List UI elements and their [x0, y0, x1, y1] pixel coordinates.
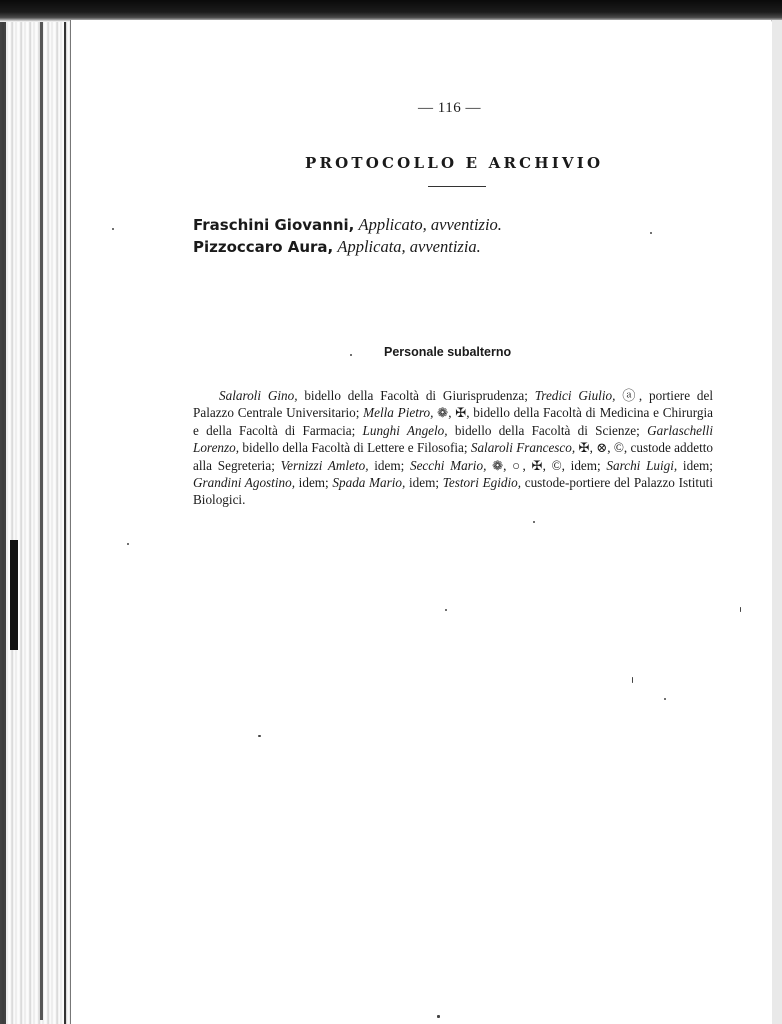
person-name: Grandini Agostino,	[193, 475, 295, 491]
person-name: Secchi Mario,	[409, 457, 487, 473]
staff-entry	[193, 214, 713, 236]
staff-role: Applicata, avventizia.	[337, 237, 481, 256]
role-text: idem;	[368, 457, 410, 473]
role-text: idem;	[405, 475, 443, 491]
staff-role: Applicato, avventizio.	[358, 215, 502, 234]
book-binding	[0, 0, 72, 1024]
page-right-edge	[772, 20, 782, 1024]
role-text: ❁, ○, ✠, ©, idem;	[486, 457, 607, 473]
title-divider	[428, 186, 486, 187]
section-title: PROTOCOLLO E ARCHIVIO	[305, 154, 604, 172]
speck	[445, 609, 447, 611]
person-name: Testori Egidio,	[442, 475, 522, 491]
binding-line	[40, 20, 43, 1020]
speck	[112, 228, 114, 230]
person-name: Sarchi Luigi,	[606, 457, 678, 473]
person-name: Salaroli Francesco,	[470, 440, 576, 456]
role-text: bidello della Facoltà di Scienze;	[447, 422, 648, 438]
subsection-heading: Personale subalterno	[384, 345, 512, 359]
page-number: — 116 —	[418, 100, 481, 116]
speck	[632, 677, 633, 683]
speck	[437, 1015, 440, 1018]
role-text: bidello della Facoltà di Giurisprudenza;	[297, 388, 535, 403]
binding-shadow	[0, 0, 6, 1024]
person-name: Garlaschelli Lorenzo,	[193, 422, 714, 456]
speck	[127, 543, 129, 545]
role-text: ❁, ✠, bidello della Facoltà di Medicina e Chirurgia e della Facoltà di Farmacia;	[193, 405, 714, 438]
person-name: Tredici Giulio,	[534, 388, 616, 403]
speck	[533, 521, 535, 523]
person-name: Lunghi Angelo,	[362, 422, 448, 438]
staff-list	[193, 214, 713, 258]
role-text: idem;	[295, 475, 333, 491]
person-name: Spada Mario,	[332, 475, 406, 491]
speck	[664, 698, 666, 700]
role-text: ✠, ⊗, ©, custode addetto alla Segreteria;	[193, 440, 713, 473]
staff-name: Fraschini Giovanni,	[193, 216, 355, 234]
role-text: custode-portiere del Palazzo Istituti Biologici.	[193, 475, 714, 508]
speck	[350, 354, 352, 356]
subaltern-staff-paragraph	[193, 387, 713, 509]
speck	[258, 735, 261, 737]
speck	[740, 607, 741, 612]
binding-mark	[10, 540, 18, 650]
speck	[650, 232, 652, 234]
person-name: Vernizzi Amleto,	[280, 457, 369, 473]
scan-top-edge	[0, 0, 782, 22]
role-text: bidello della Facoltà di Lettere e Filosofia;	[239, 440, 471, 456]
person-name: Mella Pietro,	[363, 405, 434, 421]
staff-name: Pizzoccaro Aura,	[193, 238, 334, 256]
person-name: Salaroli Gino,	[219, 388, 298, 403]
role-text: idem;	[677, 457, 713, 473]
role-text: ⓐ, portiere del Palazzo Centrale Universitario;	[193, 388, 713, 421]
page-edge-line	[64, 20, 66, 1024]
staff-entry	[193, 236, 713, 258]
